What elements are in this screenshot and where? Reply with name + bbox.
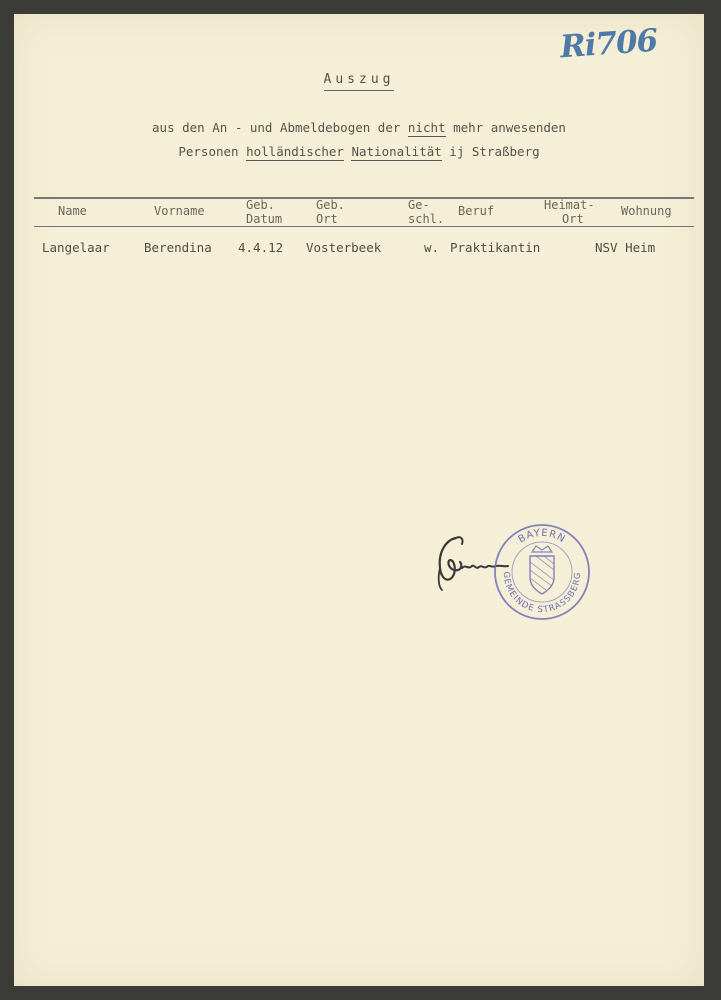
subtitle-line-1 xyxy=(14,120,704,135)
subtitle-line2-underlined-2: Nationalität xyxy=(351,144,442,159)
row-geb-datum: 4.4.12 xyxy=(238,240,284,255)
row-geb-ort: Vosterbeek xyxy=(306,240,382,255)
stamp-text-bottom: GEMEINDE STRASSBERG xyxy=(500,571,584,616)
header-heimat-ort xyxy=(544,198,595,226)
row-beruf: Praktikantin xyxy=(450,240,541,255)
header-geb-ort xyxy=(316,198,345,226)
document-page xyxy=(14,14,704,986)
title-text: Auszug xyxy=(324,72,395,91)
subtitle-line1-suffix: mehr anwesenden xyxy=(445,120,566,135)
row-geschlecht: w. xyxy=(424,240,440,255)
header-geschlecht-line2: schl. xyxy=(408,212,445,226)
header-geb-ort-line1: Geb. xyxy=(316,198,345,212)
subtitle-line2-prefix: Personen xyxy=(178,144,247,159)
stamp-text-top: BAYERN xyxy=(516,527,568,546)
official-stamp xyxy=(492,522,592,622)
subtitle-line-2 xyxy=(14,144,704,159)
archive-number: Ri706 xyxy=(558,22,659,66)
header-wohnung: Wohnung xyxy=(621,204,672,218)
header-geb-datum-line1: Geb. xyxy=(246,198,275,212)
row-vorname: Berendina xyxy=(144,240,212,255)
header-vorname: Vorname xyxy=(154,204,205,218)
table-header-rule xyxy=(34,226,694,227)
header-geb-datum xyxy=(246,198,282,226)
row-wohnung: NSV Heim xyxy=(595,240,656,255)
subtitle-line2-underlined-1: holländischer xyxy=(246,144,344,159)
subtitle-line2-suffix: ij Straßberg xyxy=(441,144,540,159)
header-beruf: Beruf xyxy=(458,204,495,218)
table-top-rule xyxy=(34,197,694,199)
document-title xyxy=(14,72,704,87)
header-geb-ort-line2: Ort xyxy=(316,212,338,226)
row-name: Langelaar xyxy=(42,240,110,255)
header-geschlecht xyxy=(408,198,444,227)
subtitle-line1-prefix: aus den An - und Abmeldebogen der xyxy=(152,120,408,135)
subtitle-line1-underlined: nicht xyxy=(407,120,446,135)
header-geschlecht-line1: Ge- xyxy=(408,198,430,212)
header-heimat-ort-line2: Ort xyxy=(562,212,584,226)
header-heimat-ort-line1: Heimat- xyxy=(544,198,595,212)
header-name: Name xyxy=(58,204,87,218)
header-geb-datum-line2: Datum xyxy=(246,212,283,226)
